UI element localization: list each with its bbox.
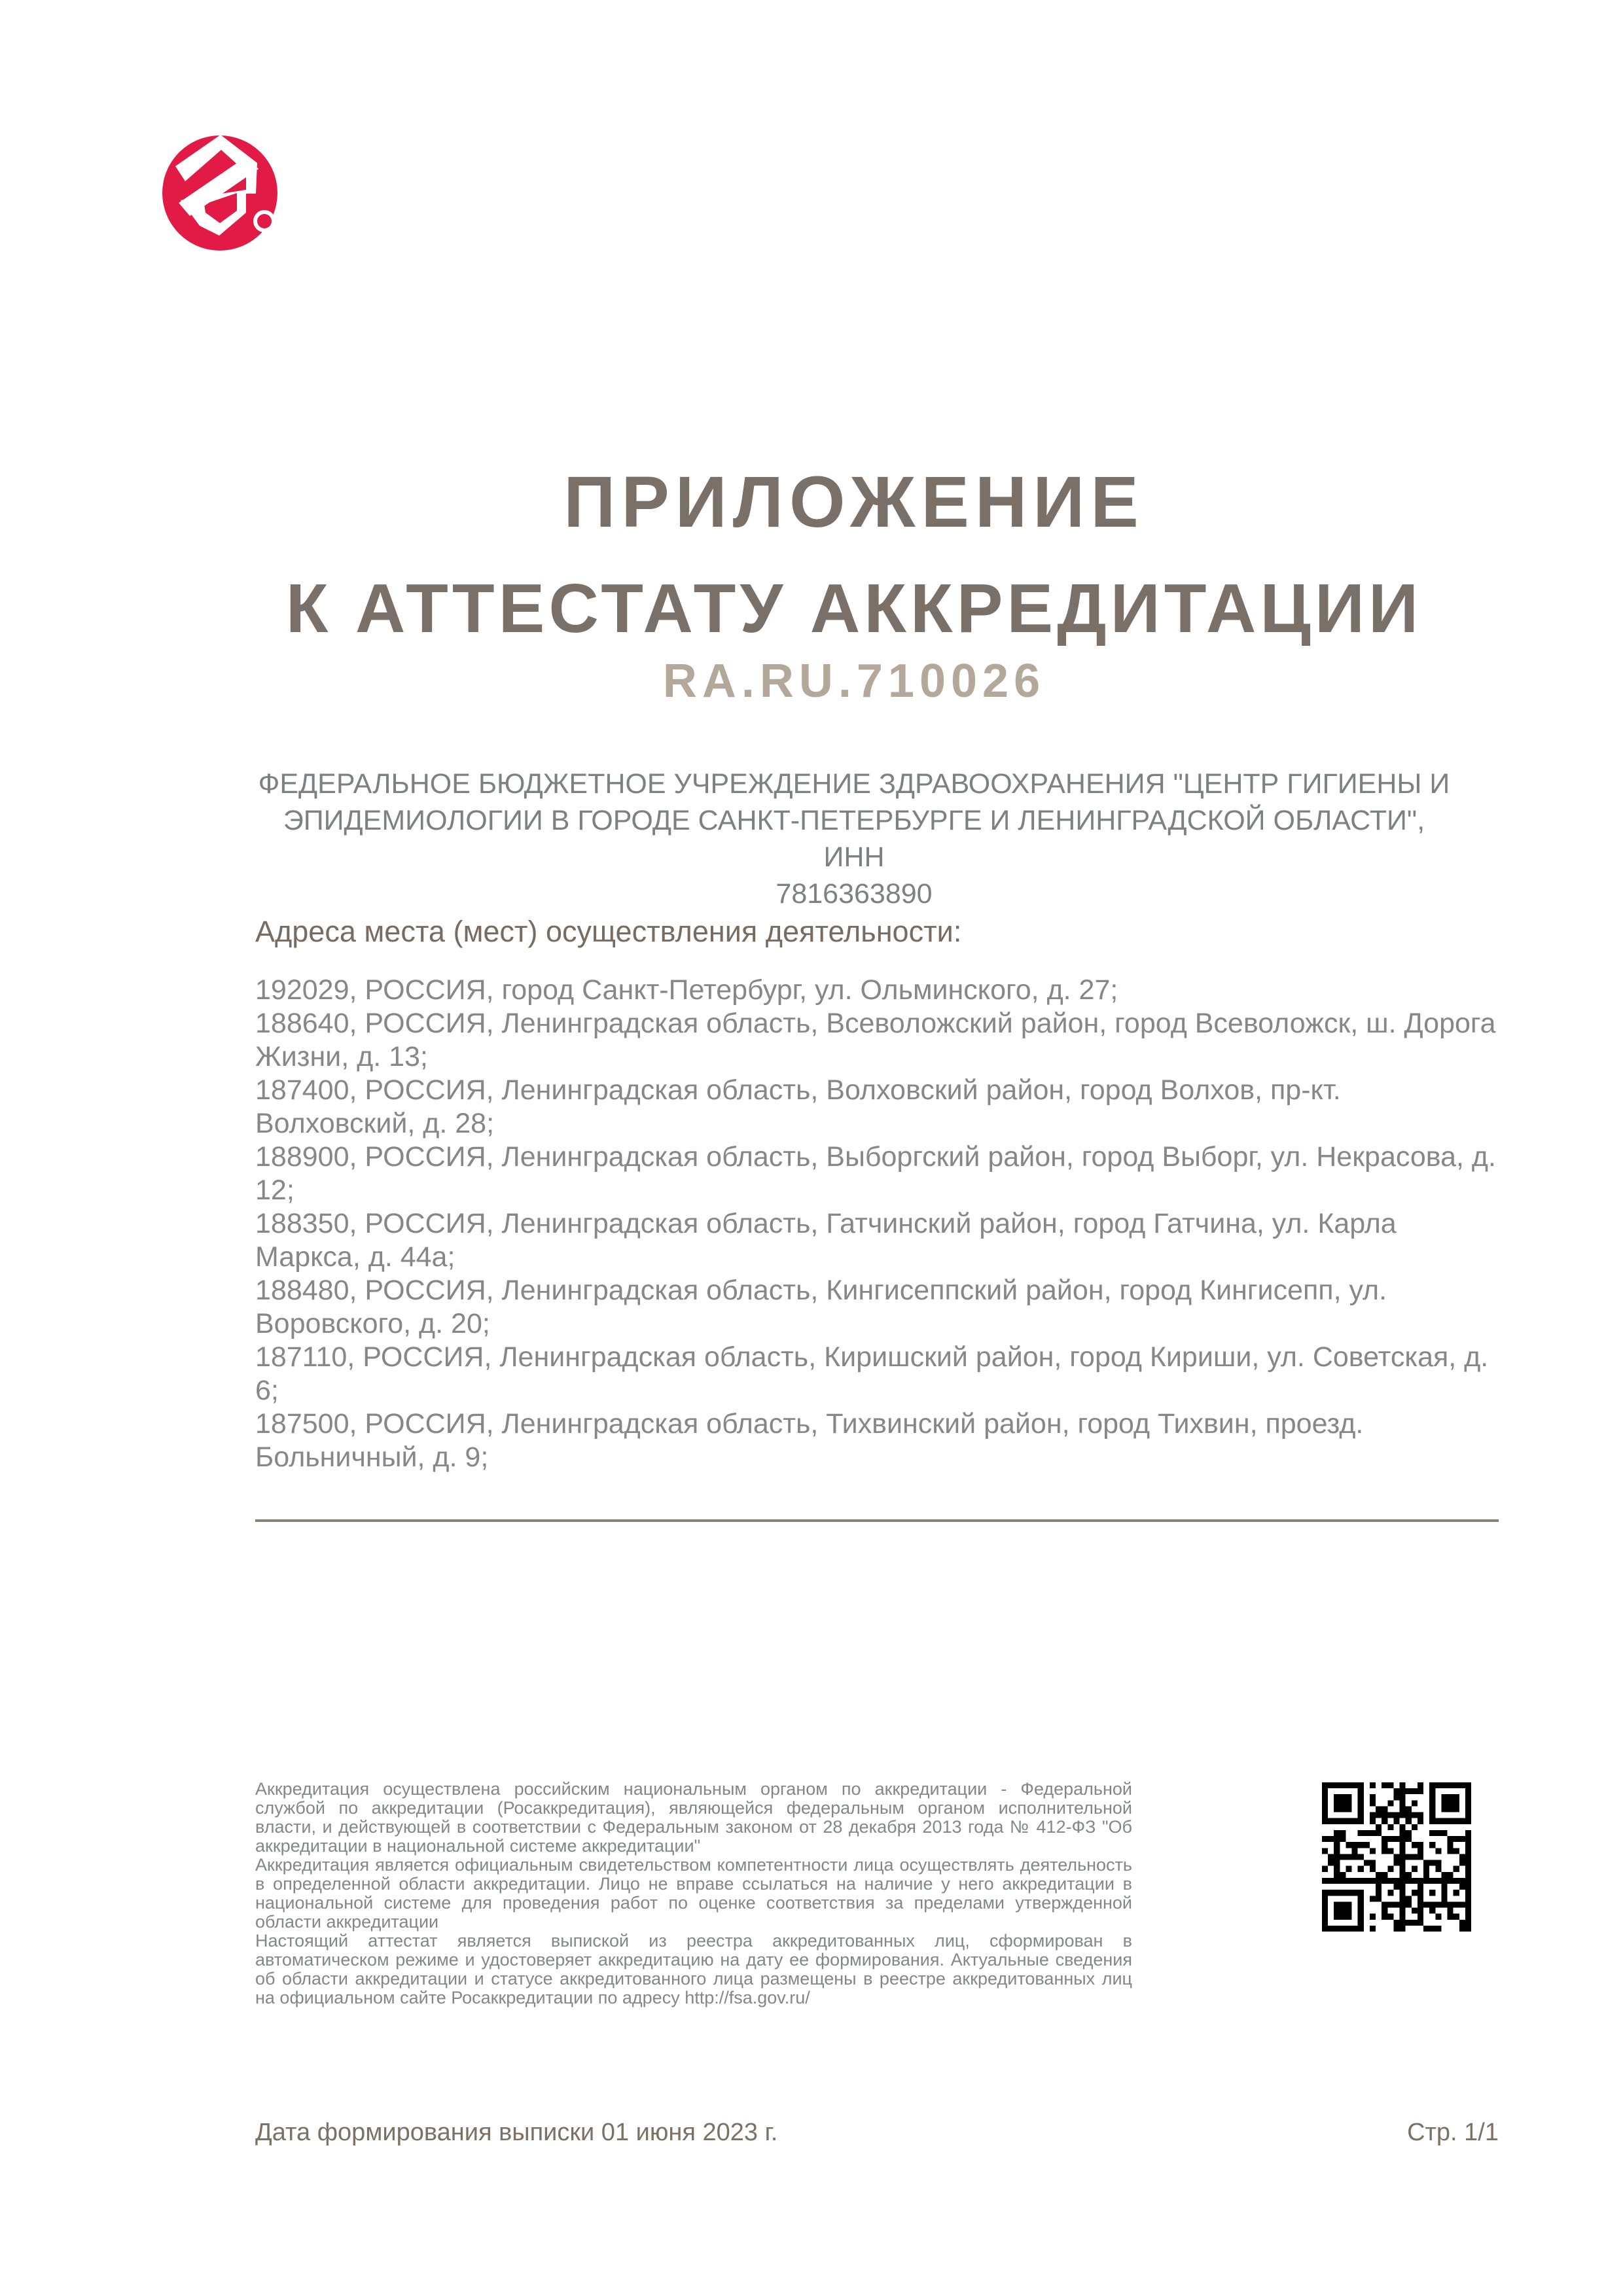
address-item: 187110, РОССИЯ, Ленинградская область, Киришский район, город Кириши, ул. Советская, д. 6;	[255, 1341, 1489, 1406]
rosaccreditation-logo	[149, 126, 300, 266]
title-block	[255, 462, 1453, 708]
address-item: 192029, РОССИЯ, город Санкт-Петербург, ул. Ольминского, д. 27;	[255, 974, 1118, 1006]
address-item: 188480, РОССИЯ, Ленинградская область, Кингисеппский район, город Кингисепп, ул. Воровского, д. 20;	[255, 1275, 1387, 1339]
qr-code	[1322, 1782, 1471, 1932]
legal-paragraph-registry: Настоящий аттестат является выпиской из реестра аккредитованных лиц, сформирован в автоматическом режиме и удостоверяет аккредитацию на дату ее формирования. Актуальные сведения об области аккредитации и статусе аккредитованного лица размещены в реестре аккредитованных лиц на официальном сайте Росаккредитации по адресу http://fsa.gov.ru/	[255, 1931, 1132, 2007]
footer	[255, 2119, 1499, 2147]
address-item: 188900, РОССИЯ, Ленинградская область, Выборгский район, город Выборг, ул. Некрасова, д. 12;	[255, 1141, 1496, 1206]
addresses-heading: Адреса места (мест) осуществления деятельности:	[255, 915, 962, 948]
legal-paragraph-accreditation-body: Аккредитация осуществлена российским национальным органом по аккредитации - Федеральной службой по аккредитации (Росаккредитация), являющейся федеральным органом исполнительной власти, и действующей в соответствии с Федеральным законом от 28 декабря 2013 года № 412-ФЗ "Об аккредитации в национальной системе аккредитации"	[255, 1779, 1132, 1856]
accreditation-number: RA.RU.710026	[662, 655, 1046, 707]
address-item: 188350, РОССИЯ, Ленинградская область, Гатчинский район, город Гатчина, ул. Карла Маркса, д. 44а;	[255, 1208, 1397, 1273]
divider-line	[255, 1519, 1499, 1522]
legal-text-block	[255, 1780, 1132, 2007]
organization-name: ФЕДЕРАЛЬНОЕ БЮДЖЕТНОЕ УЧРЕЖДЕНИЕ ЗДРАВООХРАНЕНИЯ "ЦЕНТР ГИГИЕНЫ И ЭПИДЕМИОЛОГИИ В ГОРОДЕ САНКТ-ПЕТЕРБУРГЕ И ЛЕНИНГРАДСКОЙ ОБЛАСТИ", ИНН 7816363890	[258, 768, 1450, 910]
document-title: ПРИЛОЖЕНИЕ	[563, 462, 1145, 542]
address-list	[255, 974, 1571, 1474]
legal-paragraph-scope: Аккредитация является официальным свидетельством компетентности лица осуществлять деятельность в определенной области аккредитации. Лицо не вправе ссылаться на наличие у него аккредитации в национальной системе для проведения работ по оценке соответствия за пределами утвержденной области аккредитации	[255, 1855, 1132, 1932]
logo-dot	[257, 214, 272, 228]
address-item: 188640, РОССИЯ, Ленинградская область, Всеволожский район, город Всеволожск, ш. Дорога Жизни, д. 13;	[255, 1008, 1496, 1072]
document-subtitle: К АТТЕСТАТУ АККРЕДИТАЦИИ	[285, 570, 1423, 647]
page-number: Стр. 1/1	[1407, 2119, 1499, 2146]
address-item: 187500, РОССИЯ, Ленинградская область, Тихвинский район, город Тихвин, проезд. Больничный, д. 9;	[255, 1408, 1364, 1473]
generation-date: Дата формирования выписки 01 июня 2023 г.	[255, 2119, 778, 2146]
address-item: 187400, РОССИЯ, Ленинградская область, Волховский район, город Волхов, пр-кт. Волховский, д. 28;	[255, 1074, 1341, 1139]
